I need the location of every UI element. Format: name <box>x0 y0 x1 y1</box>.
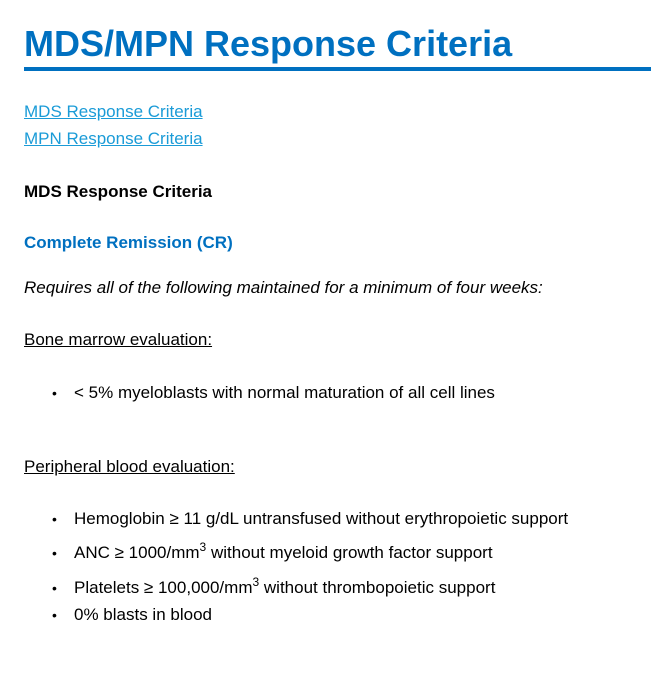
list-item <box>52 508 568 530</box>
list-item <box>52 577 495 599</box>
page-title: MDS/MPN Response Criteria <box>24 23 513 64</box>
title-divider <box>24 67 651 71</box>
toc-link-mds[interactable]: MDS Response Criteria <box>24 102 203 121</box>
bullet-icon: • <box>52 545 57 561</box>
list-item <box>52 542 493 564</box>
list-item <box>52 382 495 404</box>
platelets-criterion: Platelets ≥ $100,000/mm^3$ without thrombopoietic support <box>74 575 496 597</box>
section-heading: MDS Response Criteria <box>24 182 212 201</box>
bullet-icon: • <box>52 385 57 401</box>
anc-criterion: ANC ≥ $1000/mm^3$ without myeloid growth factor support <box>74 540 493 562</box>
hemoglobin-criterion: Hemoglobin ≥ 11 g/dL untransfused without erythropoietic support <box>74 509 569 528</box>
bullet-icon: • <box>52 511 57 527</box>
complete-remission-heading: Complete Remission (CR) <box>24 233 233 252</box>
peripheral-blood-label: Peripheral blood evaluation: <box>24 457 235 476</box>
bullet-icon: • <box>52 580 57 596</box>
toc-link-mpn[interactable]: MPN Response Criteria <box>24 129 203 148</box>
criteria-intro: Requires all of the following maintained for a minimum of four weeks: <box>24 278 543 297</box>
blasts-criterion: 0% blasts in blood <box>74 605 212 624</box>
bone-marrow-label: Bone marrow evaluation: <box>24 330 213 349</box>
bullet-icon: • <box>52 607 57 623</box>
bone-marrow-criterion: < 5% myeloblasts with normal maturation of all cell lines <box>74 383 495 402</box>
list-item <box>52 604 212 626</box>
